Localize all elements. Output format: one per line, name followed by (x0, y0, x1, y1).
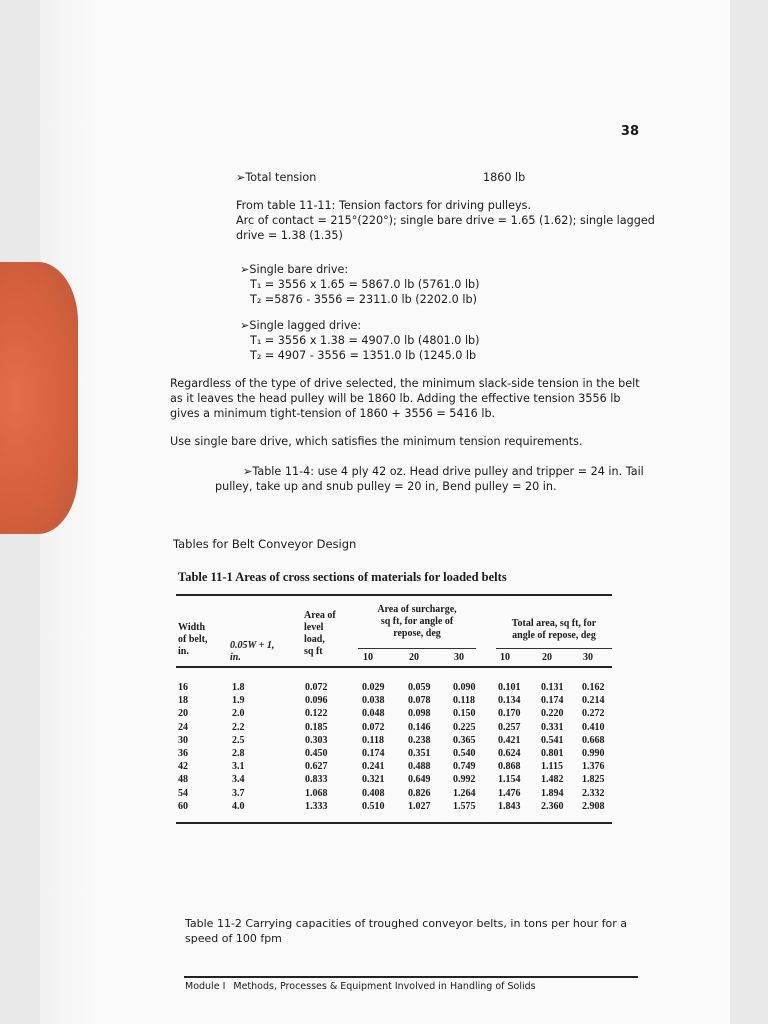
angle-header: 20 (409, 652, 419, 663)
table-cell: 0.321 (362, 774, 385, 786)
formula-line: T₂ = 4907 - 3556 = 1351.0 lb (1245.0 lb (250, 349, 477, 362)
table-cell: 0.118 (362, 734, 384, 746)
table-cell: 0.541 (541, 734, 564, 746)
table-cell: 0.331 (541, 721, 564, 733)
table-cell: 42 (178, 761, 188, 773)
table-cell: 0.122 (305, 708, 328, 720)
table-cell: 0.029 (362, 682, 385, 693)
table-cell: 2.2 (232, 721, 245, 733)
single-bare-drive-block (240, 262, 480, 307)
table-cell: 3.4 (232, 774, 245, 786)
text-line: From table 11-11: Tension factors for driving pulleys. (236, 199, 532, 212)
text-line: Arc of contact = 215°(220°); single bare drive = 1.65 (1.62); single lagged (236, 214, 655, 227)
page-footer (185, 979, 536, 994)
angle-header: 10 (363, 652, 373, 663)
text-line: as it leaves the head pulley will be 1860 lb. Adding the effective tension 3556 lb (170, 392, 621, 405)
table-cell: 0.649 (408, 774, 431, 786)
table-cell: 0.668 (582, 734, 605, 746)
table-cell: 16 (178, 682, 188, 693)
table-cell: 0.048 (362, 708, 385, 720)
table-cell: 1.333 (305, 800, 328, 812)
table-cell: 0.146 (408, 721, 431, 733)
table-title: Table 11-1 Areas of cross sections of materials for loaded belts (178, 570, 507, 584)
surcharge-header-rule (358, 648, 476, 649)
table-cell: 0.220 (541, 708, 564, 720)
table-cell: 2.0 (232, 708, 245, 720)
text-line: gives a minimum tight-tension of 1860 + 3556 = 5416 lb. (170, 407, 496, 420)
table-cell: 0.225 (453, 721, 476, 733)
table-cell: 1.8 (232, 682, 245, 693)
table-cell: 1.9 (232, 695, 245, 707)
formula-line: T₂ =5876 - 3556 = 2311.0 lb (2202.0 lb) (250, 293, 477, 306)
table-cell: 0.174 (362, 748, 385, 759)
table-cell: 0.992 (453, 774, 476, 786)
text-line: pulley, take up and snub pulley = 20 in, Bend pulley = 20 in. (215, 480, 557, 493)
formula-column-header: 0.05W + 1, in. (230, 640, 275, 663)
table-cell: 30 (178, 734, 188, 746)
table-cell: 0.214 (582, 695, 605, 707)
table-cell: 0.826 (408, 787, 431, 799)
table-cell: 1.154 (498, 774, 521, 786)
table-cell: 48 (178, 774, 188, 786)
table-cell: 1.894 (541, 787, 564, 799)
table-cell: 1.575 (453, 800, 476, 812)
table-cell: 0.540 (453, 748, 476, 759)
thumb-shadow (0, 262, 78, 534)
table-cell: 1.115 (541, 761, 563, 773)
table-cell: 0.090 (453, 682, 476, 693)
tension-factors-paragraph (236, 198, 655, 243)
table-cell: 1.027 (408, 800, 431, 812)
table-cell: 0.118 (453, 695, 475, 707)
table-cell: 0.351 (408, 748, 431, 759)
table-cell: 18 (178, 695, 188, 707)
footer-module: Module I (185, 981, 226, 992)
table-cell: 1.843 (498, 800, 521, 812)
table-cell: 2.332 (582, 787, 605, 799)
total-area-header-rule (496, 648, 612, 649)
angle-header: 30 (583, 652, 593, 663)
table-cell: 2.360 (541, 800, 564, 812)
table-cell: 0.488 (408, 761, 431, 773)
table-cell: 0.421 (498, 734, 521, 746)
table-cell: 0.749 (453, 761, 476, 773)
table-cell: 0.101 (498, 682, 521, 693)
single-lagged-drive-block (240, 318, 480, 363)
table-cell: 0.801 (541, 748, 564, 759)
table-cell: 0.238 (408, 734, 431, 746)
table-cell: 0.174 (541, 695, 564, 707)
text-line: speed of 100 fpm (185, 932, 282, 945)
table-cell: 0.098 (408, 708, 431, 720)
table-cell: 60 (178, 800, 188, 812)
table-cell: 24 (178, 721, 188, 733)
table-cell: 54 (178, 787, 188, 799)
single-lagged-drive-title: ➢Single lagged drive: (240, 319, 362, 332)
page-number: 38 (620, 124, 639, 139)
table-cell: 1.264 (453, 787, 476, 799)
drive-selection-paragraph: Use single bare drive, which satisfies the minimum tension requirements. (170, 435, 583, 448)
surcharge-column-header: Area of surcharge, sq ft, for angle of repose, deg (377, 604, 457, 639)
text-line: Regardless of the type of drive selected, the minimum slack-side tension in the belt (170, 377, 640, 390)
formula-line: T₁ = 3556 x 1.65 = 5867.0 lb (5761.0 lb) (250, 278, 480, 291)
table-cell: 20 (178, 708, 188, 720)
width-column-header: Width of belt, in. (178, 622, 208, 657)
table-cell: 0.627 (305, 761, 328, 773)
table-11-2-caption (185, 916, 627, 946)
table-cell: 2.5 (232, 734, 245, 746)
table-cell: 0.134 (498, 695, 521, 707)
footer-title: Methods, Processes & Equipment Involved in Handling of Solids (233, 981, 536, 992)
table-cell: 1.376 (582, 761, 605, 773)
text-line: ➢Table 11-4: use 4 ply 42 oz. Head drive pulley and tripper = 24 in. Tail (243, 465, 644, 478)
table-cell: 1.482 (541, 774, 564, 786)
table-cell: 2.8 (232, 748, 245, 759)
table-bottom-rule (176, 822, 612, 824)
table-cell: 0.241 (362, 761, 385, 773)
section-heading: Tables for Belt Conveyor Design (173, 537, 357, 551)
table-cell: 0.868 (498, 761, 521, 773)
table-cell: 0.131 (541, 682, 564, 693)
formula-line: T₁ = 3556 x 1.38 = 4907.0 lb (4801.0 lb) (250, 334, 480, 347)
table-cell: 0.408 (362, 787, 385, 799)
angle-header: 20 (542, 652, 552, 663)
table-cell: 0.303 (305, 734, 328, 746)
table-cell: 0.410 (582, 721, 605, 733)
table-header-rule (176, 666, 612, 668)
table-cell: 0.257 (498, 721, 521, 733)
level-load-column-header: Area of level load, sq ft (304, 610, 336, 657)
table-cell: 3.1 (232, 761, 245, 773)
total-area-column-header: Total area, sq ft, for angle of repose, deg (511, 618, 597, 641)
table-cell: 0.510 (362, 800, 385, 812)
table-cell: 0.990 (582, 748, 605, 759)
total-tension-value: 1860 lb (483, 171, 526, 184)
table-cell: 0.078 (408, 695, 431, 707)
table-11-4-note (215, 464, 644, 494)
table-top-rule (176, 594, 612, 596)
angle-header: 10 (500, 652, 510, 663)
table-cell: 0.272 (582, 708, 605, 720)
table-cell: 0.096 (305, 695, 328, 707)
table-cell: 0.365 (453, 734, 476, 746)
table-cell: 2.908 (582, 800, 605, 812)
table-cell: 0.450 (305, 748, 328, 759)
table-cell: 1.476 (498, 787, 521, 799)
angle-header: 30 (454, 652, 464, 663)
table-cell: 0.833 (305, 774, 328, 786)
text-line: Table 11-2 Carrying capacities of troughed conveyor belts, in tons per hour for a (185, 917, 627, 930)
table-cell: 0.162 (582, 682, 605, 693)
table-cell: 0.185 (305, 721, 328, 733)
table-cell: 0.624 (498, 748, 521, 759)
table-cell: 4.0 (232, 800, 245, 812)
table-cell: 0.072 (305, 682, 328, 693)
single-bare-drive-title: ➢Single bare drive: (240, 263, 349, 276)
table-cell: 1.068 (305, 787, 328, 799)
table-cell: 0.038 (362, 695, 385, 707)
total-tension-label: ➢Total tension (236, 171, 317, 184)
table-cell: 0.170 (498, 708, 521, 720)
table-cell: 0.059 (408, 682, 431, 693)
text-line: drive = 1.38 (1.35) (236, 229, 343, 242)
footer-rule (184, 976, 638, 978)
table-cell: 0.150 (453, 708, 476, 720)
table-cell: 36 (178, 748, 188, 759)
slack-side-tension-paragraph (170, 376, 640, 421)
table-cell: 3.7 (232, 787, 245, 799)
table-cell: 1.825 (582, 774, 605, 786)
table-cell: 0.072 (362, 721, 385, 733)
book-page (40, 0, 730, 1024)
